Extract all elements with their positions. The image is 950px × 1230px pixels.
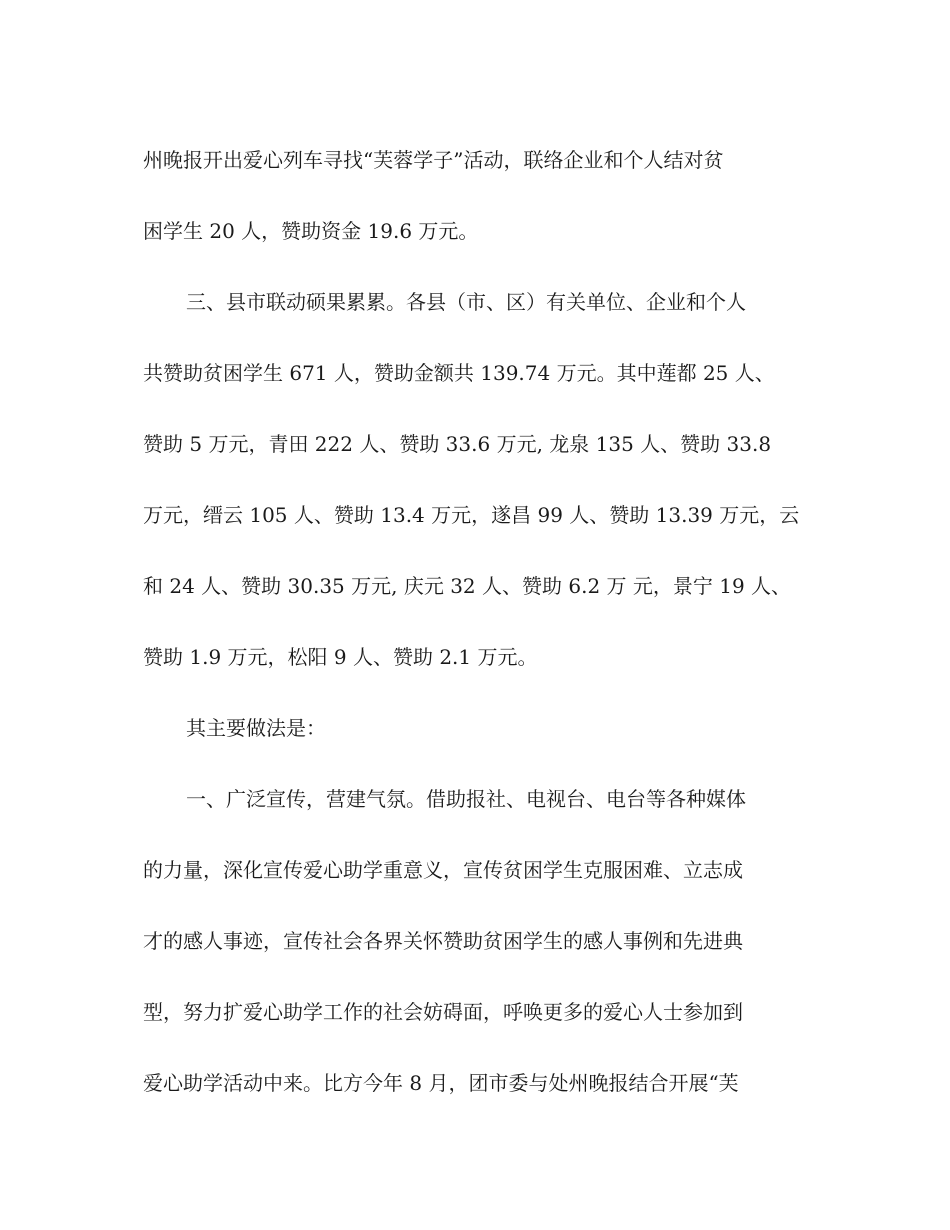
paragraph-methods-heading: 其主要做法是： (186, 716, 326, 740)
text-line-11: 的力量，深化宣传爱心助学重意义，宣传贫困学生克服困难、立志成 (143, 858, 743, 882)
paragraph-3-start: 三、县市联动硕果累累。各县（市、区）有关单位、企业和个人 (186, 290, 746, 314)
text-line-2: 困学生 20 人，赞助资金 19.6 万元。 (143, 219, 479, 243)
text-line-5: 赞助 5 万元，青田 222 人、赞助 33.6 万元, 龙泉 135 人、赞助 33.8 (143, 432, 772, 456)
text-line-6: 万元，缙云 105 人、赞助 13.4 万元，遂昌 99 人、赞助 13.39 万元，云 (143, 503, 800, 527)
text-line-7: 和 24 人、赞助 30.35 万元, 庆元 32 人、赞助 6.2 万 元，景宁 19 人、 (143, 574, 792, 598)
text-line-14: 爱心助学活动中来。比方今年 8 月，团市委与处州晚报结合开展“芙 (143, 1071, 739, 1095)
text-line-13: 型，努力扩爱心助学工作的社会妨碍面，呼唤更多的爱心人士参加到 (143, 1000, 743, 1024)
text-line-1: 州晚报开出爱心列车寻找“芙蓉学子”活动，联络企业和个人结对贫 (143, 148, 724, 172)
text-line-12: 才的感人事迹，宣传社会各界关怀赞助贫困学生的感人事例和先进典 (143, 929, 743, 953)
text-line-4: 共赞助贫困学生 671 人，赞助金额共 139.74 万元。其中莲都 25 人、 (143, 361, 775, 385)
text-line-8: 赞助 1.9 万元，松阳 9 人、赞助 2.1 万元。 (143, 645, 538, 669)
paragraph-1-start: 一、广泛宣传，营建气氛。借助报社、电视台、电台等各种媒体 (186, 787, 746, 811)
